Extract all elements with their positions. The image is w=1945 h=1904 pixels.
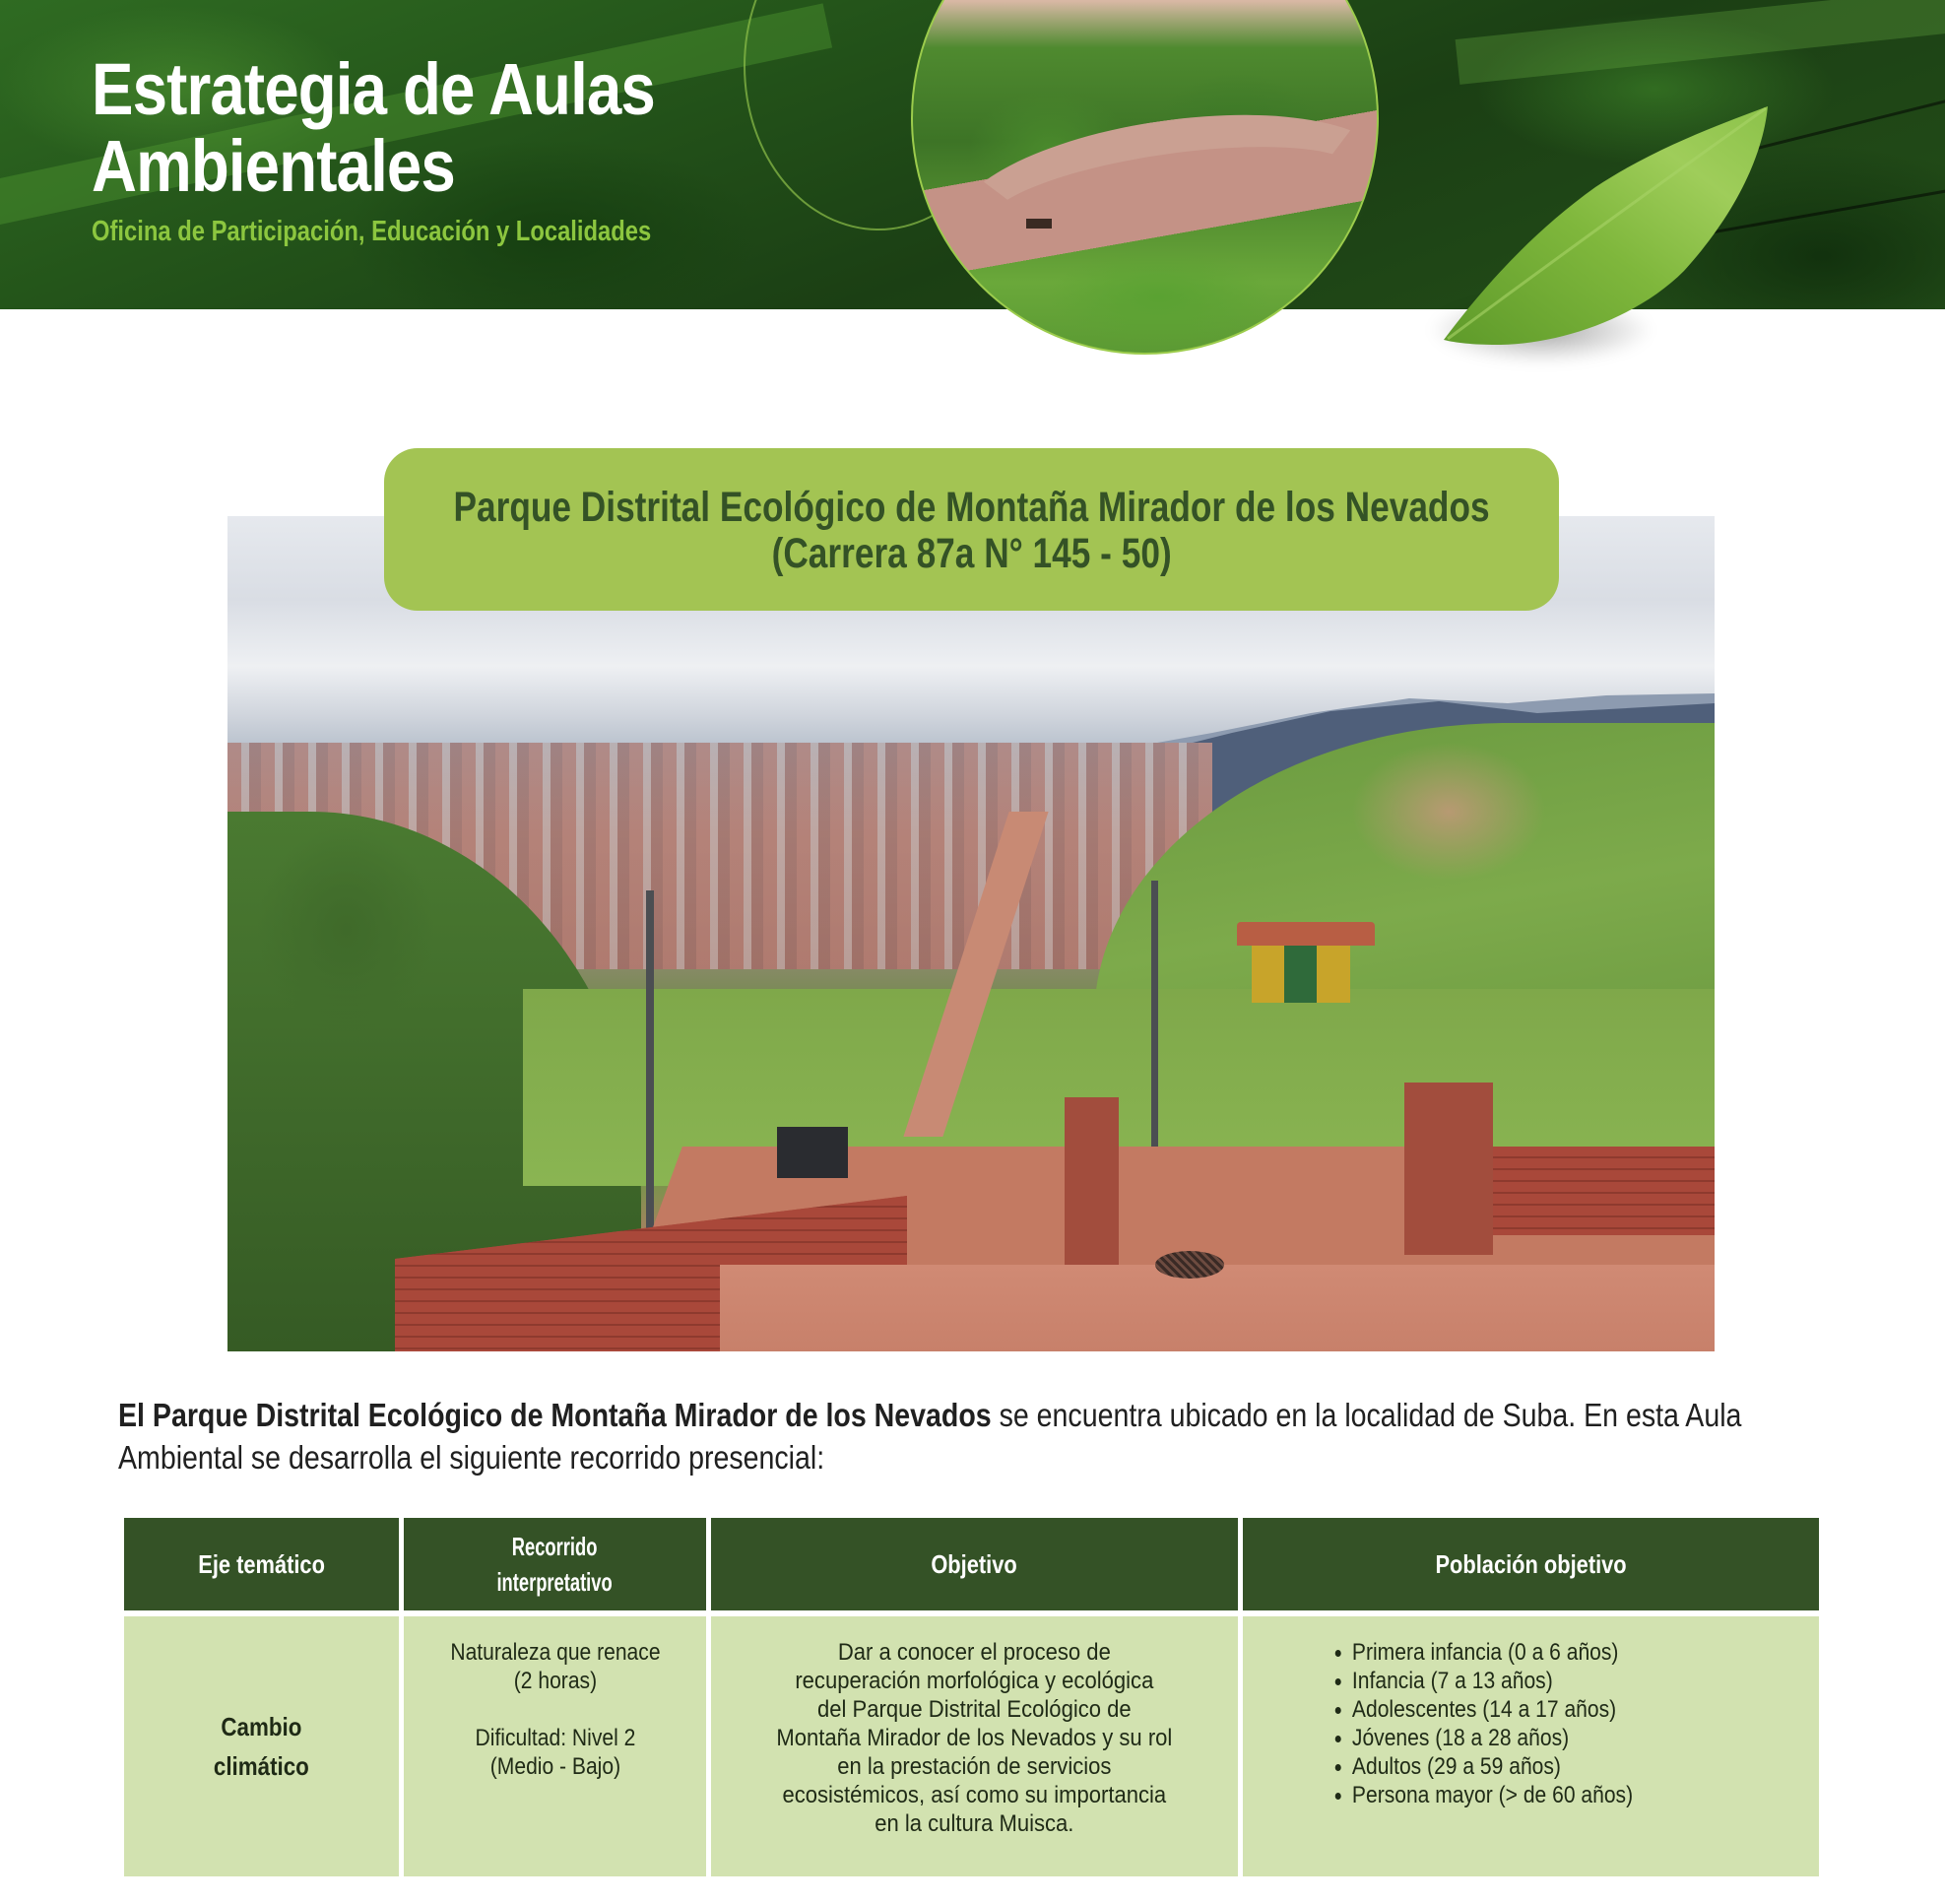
population-item: Adolescentes (14 a 17 años) — [1333, 1695, 1633, 1724]
photo-brick-wall-right — [1493, 1147, 1715, 1235]
route-duration: (2 horas) — [513, 1668, 597, 1694]
intro-park-name: El Parque Distrital Ecológico de Montaña Mirador de los Nevados — [118, 1397, 992, 1433]
column-header-poblacion — [1243, 1518, 1819, 1610]
photo-gazebo — [1237, 922, 1375, 946]
photo-gazebo-bins — [1252, 946, 1350, 1003]
cell-eje-tematico — [124, 1616, 399, 1876]
objective-line: Montaña Mirador de los Nevados y su rol — [776, 1725, 1173, 1751]
population-item: Adultos (29 a 59 años) — [1333, 1752, 1633, 1781]
column-header-label-line: interpretativo — [496, 1567, 614, 1597]
banner-texture — [1456, 0, 1945, 85]
objective-line: Dar a conocer el proceso de — [837, 1639, 1111, 1666]
page-subtitle: Oficina de Participación, Educación y Localidades — [92, 216, 652, 247]
cell-text: climático — [214, 1751, 309, 1781]
cell-text: Cambio — [221, 1712, 302, 1741]
column-header-label: Objetivo — [931, 1549, 1018, 1579]
column-header-label — [486, 1529, 624, 1600]
cell-recorrido — [404, 1616, 706, 1876]
page-title — [92, 48, 655, 207]
intro-text: se encuentra ubicado en la localidad de Suba. En esta Aula Ambiental se desarrolla el siguiente recorrido presencial: — [118, 1397, 1742, 1476]
intro-paragraph — [118, 1394, 1832, 1478]
photo-sign-board — [777, 1127, 848, 1178]
population-list — [1333, 1638, 1633, 1809]
population-item: Infancia (7 a 13 años) — [1333, 1667, 1633, 1695]
photo-path — [943, 91, 1379, 306]
photo-brick-pillar — [1065, 1097, 1119, 1265]
photo-brick-pillar — [1404, 1083, 1493, 1255]
activity-table — [124, 1518, 1819, 1876]
route-difficulty-level: (Medio - Bajo) — [489, 1753, 620, 1780]
park-title-banner — [384, 448, 1559, 611]
page-title-line-1: Estrategia de Aulas — [92, 48, 655, 130]
objective-line: ecosistémicos, así como su importancia — [782, 1782, 1167, 1808]
column-header-eje — [124, 1518, 399, 1610]
objective-line: en la prestación de servicios — [837, 1753, 1112, 1780]
column-header-objetivo — [711, 1518, 1238, 1610]
route-difficulty: Dificultad: Nivel 2 — [475, 1725, 635, 1751]
objective-line: del Parque Distrital Ecológico de — [817, 1696, 1132, 1723]
park-address: (Carrera 87a N° 145 - 50) — [771, 529, 1172, 577]
park-name: Parque Distrital Ecológico de Montaña Mirador de los Nevados — [453, 483, 1490, 531]
column-header-recorrido — [404, 1518, 706, 1610]
photo-brick-floor — [720, 1265, 1715, 1351]
column-header-label: Eje temático — [198, 1549, 325, 1579]
photo-bench — [1026, 219, 1052, 229]
page-title-line-2: Ambientales — [92, 125, 455, 207]
population-item: Jóvenes (18 a 28 años) — [1333, 1724, 1633, 1752]
column-header-label-line: Recorrido — [512, 1532, 598, 1561]
column-header-label: Población objetivo — [1435, 1549, 1627, 1579]
cell-poblacion — [1243, 1616, 1819, 1876]
green-leaf-icon — [1438, 98, 1792, 355]
route-name: Naturaleza que renace — [449, 1639, 661, 1666]
objective-line: recuperación morfológica y ecológica — [795, 1668, 1154, 1694]
population-item: Primera infancia (0 a 6 años) — [1333, 1638, 1633, 1667]
photo-drain-grate — [1155, 1251, 1224, 1279]
objective-line: en la cultura Muisca. — [875, 1810, 1074, 1837]
population-item: Persona mayor (> de 60 años) — [1333, 1781, 1633, 1809]
cell-objetivo — [711, 1616, 1238, 1876]
park-panorama-photo — [227, 516, 1715, 1351]
